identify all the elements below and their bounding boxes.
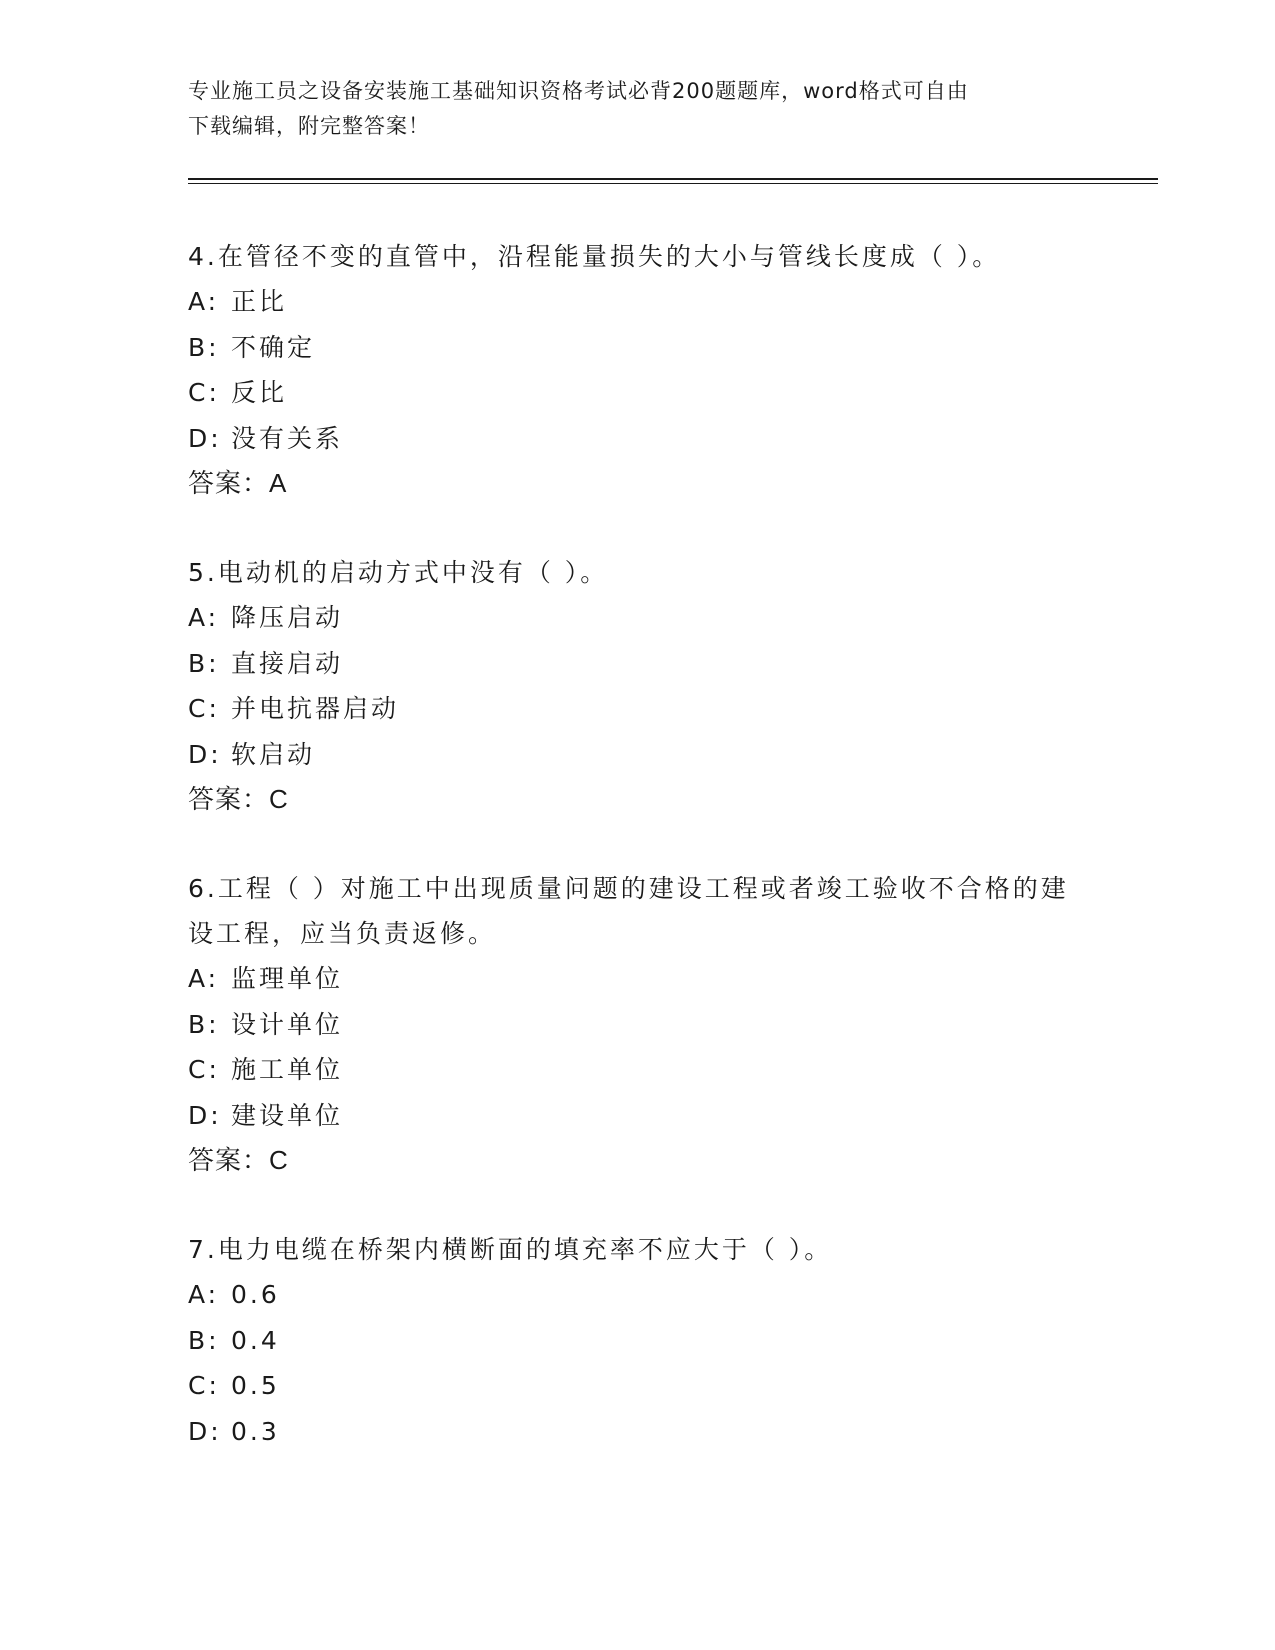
header-divider-thick bbox=[188, 178, 1158, 180]
option-text: 直接启动 bbox=[231, 648, 344, 678]
option-letter: D: bbox=[188, 739, 222, 769]
option-text: 施工单位 bbox=[231, 1055, 344, 1084]
option-text: 监理单位 bbox=[231, 964, 344, 993]
option-c bbox=[188, 370, 1088, 416]
option-b bbox=[188, 1002, 1088, 1048]
option-text: 没有关系 bbox=[231, 423, 344, 453]
option-d bbox=[188, 1093, 1088, 1139]
option-letter: A: bbox=[188, 287, 220, 316]
option-letter: B: bbox=[188, 648, 220, 678]
option-text: 设计单位 bbox=[231, 1009, 344, 1039]
option-text: 不确定 bbox=[231, 332, 316, 362]
document-header bbox=[188, 74, 1078, 144]
option-a bbox=[188, 279, 1088, 325]
option-text: 建设单位 bbox=[231, 1100, 344, 1130]
option-text: 正比 bbox=[231, 287, 288, 316]
option-a bbox=[188, 595, 1088, 641]
option-letter: C: bbox=[188, 1055, 220, 1084]
option-letter: B: bbox=[188, 1009, 220, 1039]
question-stem: 6.工程（ ）对施工中出现质量问题的建设工程或者竣工验收不合格的建设工程，应当负责返修。 bbox=[188, 874, 1069, 948]
question-4 bbox=[188, 234, 1088, 506]
option-letter: D: bbox=[188, 1100, 222, 1130]
question-stem: 4.在管径不变的直管中，沿程能量损失的大小与管线长度成（ ）。 bbox=[188, 242, 1001, 271]
option-c bbox=[188, 1363, 1088, 1409]
header-line-2: 下载编辑，附完整答案！ bbox=[188, 114, 430, 138]
option-b bbox=[188, 1318, 1088, 1364]
option-letter: B: bbox=[188, 332, 220, 362]
option-text: 软启动 bbox=[231, 739, 316, 769]
option-a bbox=[188, 956, 1088, 1002]
option-b bbox=[188, 641, 1088, 687]
option-letter: D: bbox=[188, 423, 222, 453]
answer-line: 答案：A bbox=[188, 468, 288, 498]
option-a bbox=[188, 1272, 1088, 1318]
option-letter: A: bbox=[188, 1280, 220, 1309]
option-d bbox=[188, 416, 1088, 462]
option-letter: C: bbox=[188, 378, 220, 407]
option-text: 0.3 bbox=[231, 1416, 280, 1446]
question-6 bbox=[188, 866, 1088, 1183]
answer-line: 答案：C bbox=[188, 784, 289, 814]
option-c bbox=[188, 686, 1088, 732]
option-text: 0.4 bbox=[231, 1325, 280, 1355]
option-b bbox=[188, 325, 1088, 371]
question-stem: 7.电力电缆在桥架内横断面的填充率不应大于（ ）。 bbox=[188, 1235, 833, 1264]
option-text: 并电抗器启动 bbox=[231, 694, 400, 723]
option-text: 降压启动 bbox=[231, 603, 344, 632]
option-letter: A: bbox=[188, 603, 220, 632]
option-c bbox=[188, 1047, 1088, 1093]
option-d bbox=[188, 1409, 1088, 1455]
option-letter: C: bbox=[188, 694, 220, 723]
header-line-1: 专业施工员之设备安装施工基础知识资格考试必背200题题库，word格式可自由 bbox=[188, 79, 969, 103]
option-letter: A: bbox=[188, 964, 220, 993]
question-5 bbox=[188, 550, 1088, 822]
option-letter: D: bbox=[188, 1416, 222, 1446]
option-d bbox=[188, 732, 1088, 778]
header-divider-thin bbox=[188, 183, 1158, 184]
option-text: 反比 bbox=[231, 378, 288, 407]
question-stem: 5.电动机的启动方式中没有（ ）。 bbox=[188, 558, 609, 587]
option-letter: C: bbox=[188, 1371, 220, 1400]
option-text: 0.6 bbox=[231, 1280, 280, 1309]
option-letter: B: bbox=[188, 1325, 220, 1355]
question-7 bbox=[188, 1227, 1088, 1454]
answer-line: 答案：C bbox=[188, 1145, 289, 1175]
option-text: 0.5 bbox=[231, 1371, 280, 1400]
